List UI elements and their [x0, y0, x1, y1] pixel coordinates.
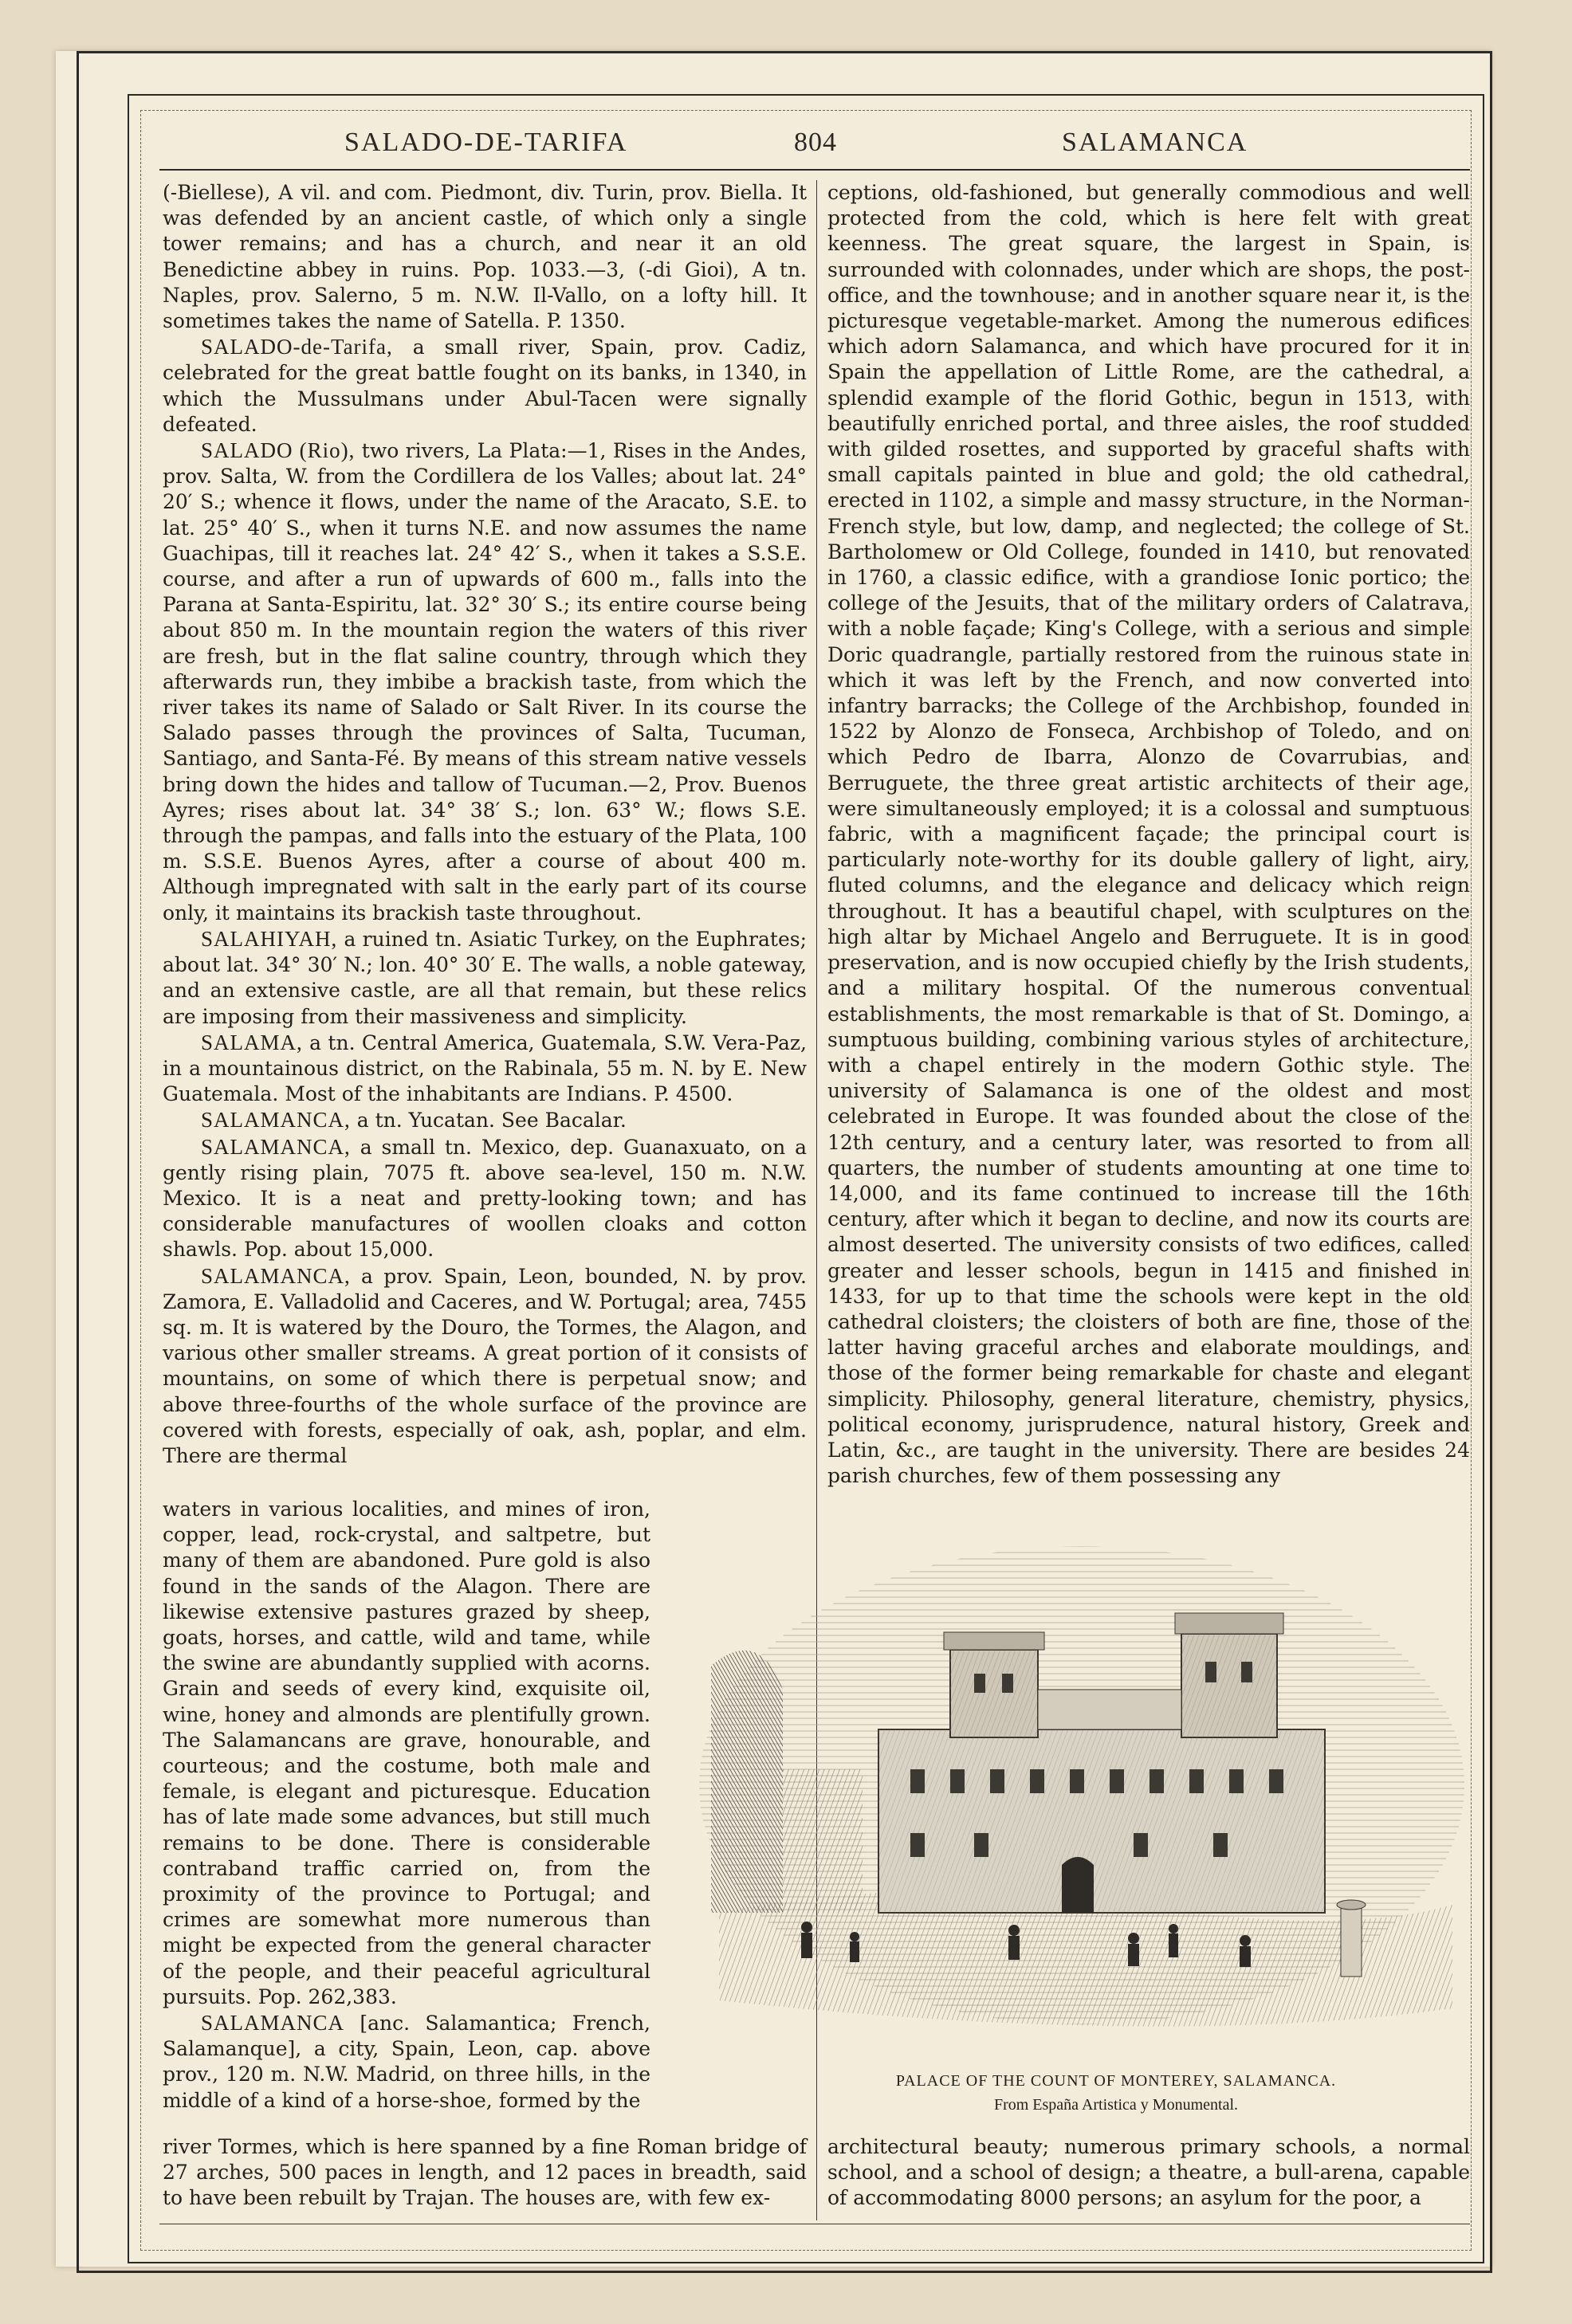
- page-number: 804: [794, 128, 837, 157]
- entry-paragraph: SALAMA, a tn. Central America, Guatemala, S.W. Vera-Paz, in a mountainous district, on the Rabinala, 55 m. N. by E. New Guatemala. Most of the inhabitants are Indians. P. 4500.: [163, 1030, 807, 1106]
- entry-paragraph: river Tormes, which is here spanned by a fine Roman bridge of 27 arches, 500 paces in length, and 12 paces in breadth, said to have been rebuilt by Trajan. The houses are, with few ex-: [163, 2135, 807, 2210]
- palace-engraving-drawing: [687, 1530, 1476, 2040]
- figure-credit: From España Artistica y Monumental.: [993, 2096, 1239, 2114]
- entry-paragraph: SALAMANCA, a small tn. Mexico, dep. Guanaxuato, on a gently rising plain, 7075 ft. above sea-level, 150 m. N.W. Mexico. It is a neat and pretty-looking town; and has considerable manufactures of woollen cloaks and cotton shawls. Pop. about 15,000.: [163, 1134, 807, 1262]
- left-column: [163, 180, 807, 1469]
- entry-paragraph: (-Biellese), A vil. and com. Piedmont, div. Turin, prov. Biella. It was defended by an ancient castle, of which only a single tower remains; and has a church, and near it an old Benedictine abbey in ruins. Pop. 1033.—3, (-di Gioi), A tn. Naples, prov. Salerno, 5 m. N.W. Il-Vallo, on a lofty hill. It sometimes takes the name of Satella. P. 1350.: [163, 181, 807, 333]
- entry-paragraph: architectural beauty; numerous primary schools, a normal school, and a school of design; a theatre, a bull-arena, capable of accommodating 8000 persons; an asylum for the poor, a: [827, 2135, 1470, 2210]
- header-right-guide-word: SALAMANCA: [1062, 128, 1248, 157]
- entry-paragraph: SALAMANCA, a tn. Yucatan. See Bacalar.: [201, 1108, 627, 1133]
- right-column-bottom: [827, 2134, 1470, 2212]
- right-column: [827, 180, 1470, 1489]
- figure-caption: PALACE OF THE COUNT OF MONTEREY, SALAMANCA.: [895, 2072, 1337, 2090]
- left-column-narrow: [163, 1497, 650, 2114]
- header-rule: [159, 169, 1470, 171]
- entry-paragraph: ceptions, old-fashioned, but generally commodious and well protected from the cold, which is here felt with great keenness. The great square, the largest in Spain, is surrounded with colonnades, under which are shops, the post-office, and the townhouse; and in another square near it, is the picturesque vegetable-market. Among the numerous edifices which adorn Salamanca, and which have procured for it in Spain the appellation of Little Rome, are the cathedral, a splendid example of the florid Gothic, begun in 1513, with beautifully enriched portal, and three aisles, the roof studded with gilded rosettes, and supported by graceful shafts with small capitals painted in blue and gold; the old cathedral, erected in 1102, a simple and massy structure, in the Norman-French style, but low, damp, and neglected; the college of St. Bartholomew or Old College, founded in 1410, but renovated in 1760, a classic edifice, with a grandiose Ionic portico; the college of the Jesuits, that of the military orders of Calatrava, with a noble façade; King's College, with a serious and simple Doric quadrangle, partially restored from the ruinous state in which it was left by the French, and now converted into infantry barracks; the College of the Archbishop, founded in 1522 by Alonzo de Fonseca, Archbishop of Toledo, and on which Pedro de Ibarra, Alonzo de Covarrubias, and Berruguete, the three great artistic architects of their age, were simultaneously employed; it is a colossal and sumptuous fabric, with a magnificent façade; the principal court is particularly note-worthy for its double gallery of light, airy, fluted columns, and the elegance and delicacy which reign throughout. It has a beautiful chapel, with sculptures on the high altar by Michael Angelo and Berruguete. It is in good preservation, and is now occupied chiefly by the Irish students, and a military hospital. Of the numerous conventual establishments, the most remarkable is that of St. Domingo, a sumptuous building, combining various styles of architecture, with a chapel entirely in the modern Gothic style. The university of Salamanca is one of the oldest and most celebrated in Europe. It was founded about the close of the 12th century, and a century later, was resorted to from all quarters, the number of students amounting at one time to 14,000, and its fame continued to increase till the 16th century, after which it began to decline, and now its courts are almost deserted. The university consists of two edifices, called greater and lesser schools, begun in 1415 and finished in 1433, for up to that time the schools were kept in the old cathedral cloisters; the cloisters of both are fine, those of the latter having graceful arches and elaborate mouldings, and those of the former being remarkable for chaste and elegant simplicity. Philosophy, general literature, chemistry, physics, political economy, jurisprudence, natural history, Greek and Latin, &c., are taught in the university. There are besides 24 parish churches, few of them possessing any: [827, 181, 1470, 1488]
- entry-paragraph: waters in various localities, and mines of iron, copper, lead, rock-crystal, and saltpetre, but many of them are abandoned. Pure gold is also found in the sands of the Alagon. There are likewise extensive pastures grazed by sheep, goats, horses, and cattle, wild and tame, while the swine are abundantly supplied with acorns. Grain and seeds of every kind, exquisite oil, wine, honey and almonds are plentifully grown. The Salamancans are grave, honourable, and courteous; and the costume, both male and female, is elegant and picturesque. Education has of late made some advances, but still much remains to be done. There is considerable contraband traffic carried on, from the proximity of the province to Portugal; and crimes are somewhat more numerous than might be expected from the general character of the people, and their peaceful agricultural pursuits. Pop. 262,383.: [163, 1498, 650, 2008]
- entry-paragraph: SALAMANCA, a prov. Spain, Leon, bounded, N. by prov. Zamora, E. Valladolid and Caceres, and W. Portugal; area, 7455 sq. m. It is watered by the Douro, the Tormes, the Alagon, and various other smaller streams. A great portion of it consists of mountains, on some of which there is perpetual snow; and above three-fourths of the whole surface of the province are covered with forests, especially of oak, ash, poplar, and elm. There are thermal: [163, 1263, 807, 1467]
- running-header: [159, 123, 1467, 167]
- header-left-guide-word: SALADO-DE-TARIFA: [344, 128, 628, 157]
- entry-paragraph: SALAHIYAH, a ruined tn. Asiatic Turkey, on the Euphrates; about lat. 34° 30′ N.; lon. 40° 30′ E. The walls, a noble gateway, and an extensive castle, are all that remain, but these relics are imposing from their massiveness and simplicity.: [163, 926, 807, 1028]
- left-column-bottom: [163, 2134, 807, 2212]
- entry-paragraph: SALADO-de-Tarifa, a small river, Spain, prov. Cadiz, celebrated for the great battle fought on its banks, in 1340, in which the Mussulmans under Abul-Tacen were signally defeated.: [163, 335, 807, 436]
- palace-engraving: [687, 1530, 1476, 2040]
- entry-paragraph: SALADO (Rio), two rivers, La Plata:—1, Rises in the Andes, prov. Salta, W. from the Cordillera de los Valles; about lat. 24° 20′ S.; whence it flows, under the name of the Aracato, S.E. to lat. 25° 40′ S., when it turns N.E. and now assumes the name Guachipas, till it reaches lat. 24° 42′ S., when it takes a S.S.E. course, and after a run of upwards of 600 m., falls into the Parana at Santa-Espiritu, lat. 32° 30′ S.; its entire course being about 850 m. In the mountain region the waters of this river are fresh, but in the flat saline country, through which they afterwards run, they imbibe a brackish taste, from which the river takes its name of Salado or Salt River. In its course the Salado passes through the provinces of Salta, Tucuman, Santiago, and Santa-Fé. By means of this stream native vessels bring down the hides and tallow of Tucuman.—2, Prov. Buenos Ayres; rises about lat. 34° 38′ S.; lon. 63° W.; flows S.E. through the pampas, and falls into the estuary of the Plata, 100 m. S.S.E. Buenos Ayres, after a course of about 400 m. Although impregnated with salt in the early part of its course only, it maintains its brackish taste throughout.: [163, 438, 807, 924]
- entry-paragraph: SALAMANCA [anc. Salamantica; French, Salamanque], a city, Spain, Leon, cap. above prov., 120 m. N.W. Madrid, on three hills, in the middle of a kind of a horse-shoe, formed by the: [163, 2011, 650, 2112]
